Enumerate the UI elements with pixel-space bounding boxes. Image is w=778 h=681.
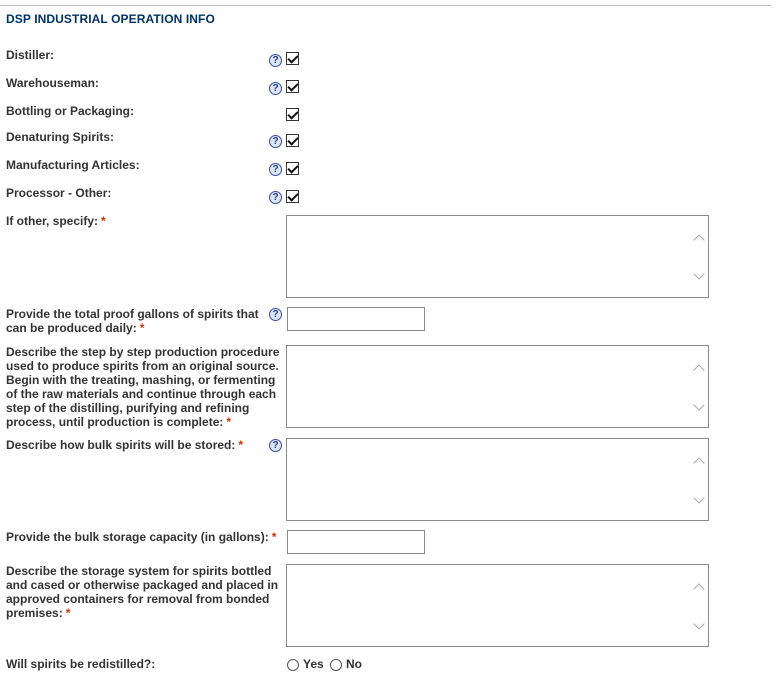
- required-marker: *: [139, 321, 145, 335]
- manufacturing-label: Manufacturing Articles:: [6, 158, 140, 172]
- scroll-up-icon[interactable]: [693, 362, 705, 374]
- if-other-textarea[interactable]: [286, 215, 709, 298]
- scroll-down-icon[interactable]: [693, 494, 705, 506]
- production-procedure-label: Describe the step by step production procedure used to produce spirits from an original source. Begin with the treating, mashing, or fermenting of the raw materials and continue through each step of the distilling, purifying and refining process, until production is complete: *: [6, 345, 280, 429]
- proof-gallons-input[interactable]: [287, 307, 425, 331]
- help-icon[interactable]: ?: [269, 439, 282, 452]
- help-icon[interactable]: ?: [269, 308, 282, 321]
- required-marker: *: [238, 438, 244, 452]
- bulk-capacity-label: Provide the bulk storage capacity (in gallons): *: [6, 530, 277, 544]
- processor-other-label: Processor - Other:: [6, 186, 112, 200]
- denaturing-label: Denaturing Spirits:: [6, 130, 115, 144]
- proof-gallons-label: Provide the total proof gallons of spirits that can be produced daily: *: [6, 307, 259, 335]
- redistilled-yes-label[interactable]: Yes: [303, 657, 324, 671]
- scroll-up-icon[interactable]: [693, 455, 705, 467]
- processor-other-checkbox[interactable]: [286, 190, 299, 203]
- if-other-label: If other, specify: *: [6, 214, 106, 228]
- help-icon[interactable]: ?: [269, 135, 282, 148]
- required-marker: *: [226, 415, 232, 429]
- required-marker: *: [271, 530, 277, 544]
- scroll-up-icon[interactable]: [693, 232, 705, 244]
- scroll-up-icon[interactable]: [693, 581, 705, 593]
- denaturing-checkbox[interactable]: [286, 134, 299, 147]
- redistilled-no-label[interactable]: No: [346, 657, 362, 671]
- manufacturing-checkbox[interactable]: [286, 162, 299, 175]
- distiller-label: Distiller:: [6, 48, 55, 62]
- production-procedure-textarea[interactable]: [286, 345, 709, 428]
- storage-system-textarea[interactable]: [286, 564, 709, 647]
- help-icon[interactable]: ?: [269, 82, 282, 95]
- warehouseman-checkbox[interactable]: [286, 80, 299, 93]
- bulk-capacity-input[interactable]: [287, 530, 425, 554]
- distiller-checkbox[interactable]: [286, 52, 299, 65]
- help-icon[interactable]: ?: [269, 191, 282, 204]
- redistilled-label: Will spirits be redistilled?:: [6, 657, 156, 671]
- section-title: DSP INDUSTRIAL OPERATION INFO: [6, 12, 215, 26]
- redistilled-no-radio[interactable]: [330, 659, 342, 671]
- section-divider: [0, 5, 771, 6]
- required-marker: *: [65, 606, 71, 620]
- warehouseman-label: Warehouseman:: [6, 76, 99, 90]
- help-icon[interactable]: ?: [269, 163, 282, 176]
- required-marker: *: [101, 214, 106, 228]
- bulk-storage-label: Describe how bulk spirits will be stored: *: [6, 438, 244, 452]
- scroll-down-icon[interactable]: [693, 620, 705, 632]
- storage-system-label: Describe the storage system for spirits bottled and cased or otherwise packaged and placed in approved containers for removal from bonded premises: *: [6, 564, 279, 620]
- scroll-down-icon[interactable]: [693, 270, 705, 282]
- bulk-storage-textarea[interactable]: [286, 438, 709, 521]
- bottling-label: Bottling or Packaging:: [6, 104, 135, 118]
- redistilled-yes-radio[interactable]: [287, 659, 299, 671]
- scroll-down-icon[interactable]: [693, 401, 705, 413]
- help-icon[interactable]: ?: [269, 54, 282, 67]
- bottling-checkbox[interactable]: [286, 108, 299, 121]
